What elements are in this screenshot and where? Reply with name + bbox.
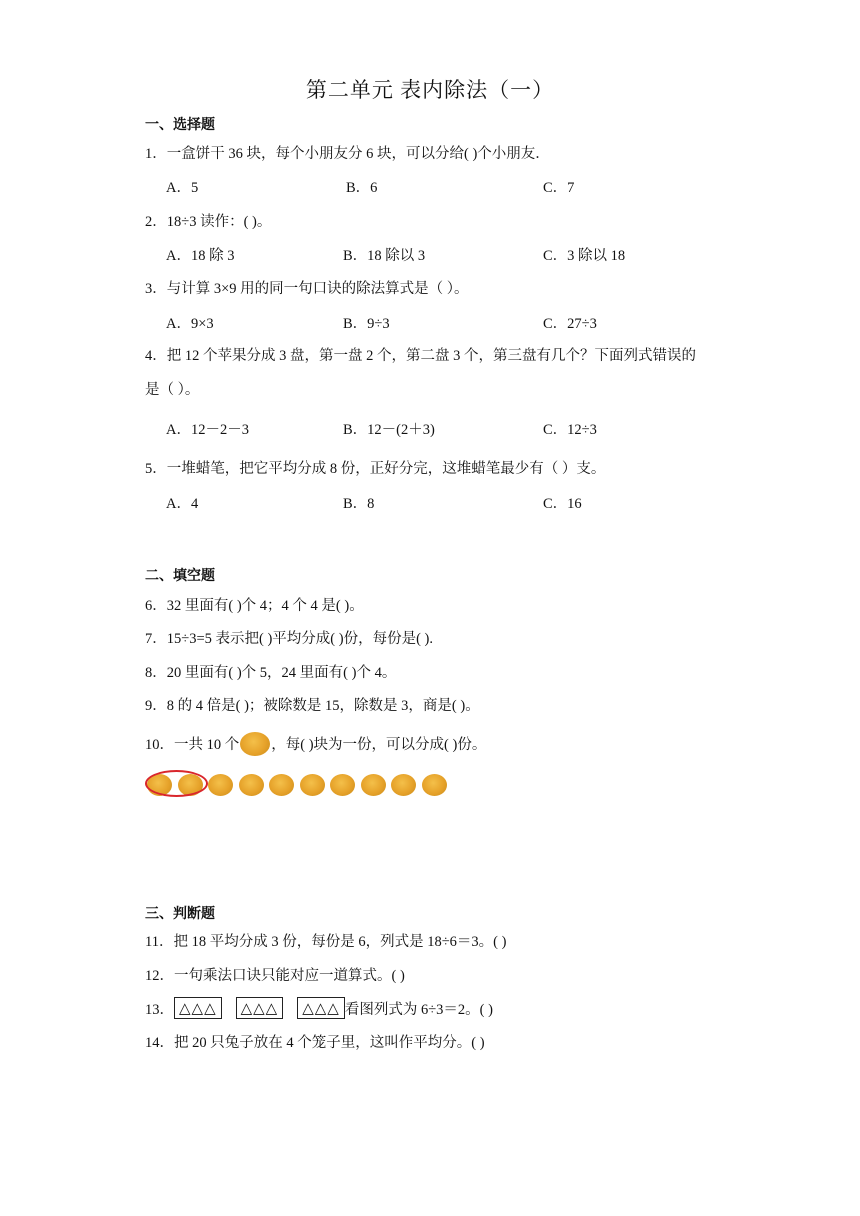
question-10: [145, 733, 486, 758]
biscuit-icon: [391, 774, 416, 796]
option-c[interactable]: C．12÷3: [543, 422, 597, 438]
question-4-line-1: 4．把 12 个苹果分成 3 盘，第一盘 2 个，第二盘 3 个，第三盘有几个？下面列式错误的: [145, 348, 696, 364]
question-3: 3．与计算 3×9 用的同一句口诀的除法算式是（ ）。: [145, 281, 469, 297]
triangle-group: △△△: [297, 997, 345, 1019]
group-circle: [145, 770, 208, 797]
option-b[interactable]: B．6: [346, 180, 378, 196]
question-4-line-2: 是（ ）。: [145, 382, 200, 398]
option-b[interactable]: B．8: [343, 496, 375, 512]
option-c[interactable]: C．7: [543, 180, 575, 196]
triangle-group: △△△: [174, 997, 222, 1019]
option-b[interactable]: B．9÷3: [343, 316, 390, 332]
question-11: 11．把 18 平均分成 3 份，每份是 6，列式是 18÷6＝3。( ): [145, 934, 507, 950]
option-b[interactable]: B．12－(2＋3): [343, 422, 435, 438]
biscuit-icon: [239, 774, 264, 796]
question-13-prefix: 13．: [145, 1002, 174, 1018]
biscuit-icon: [208, 774, 233, 796]
option-a[interactable]: A．12－2－3: [166, 422, 249, 438]
biscuit-icon: [269, 774, 294, 796]
option-c[interactable]: C．27÷3: [543, 316, 597, 332]
question-14: 14．把 20 只兔子放在 4 个笼子里，这叫作平均分。( ): [145, 1035, 485, 1051]
option-a[interactable]: A．4: [166, 496, 199, 512]
option-c[interactable]: C．16: [543, 496, 582, 512]
question-13: [145, 998, 493, 1020]
question-10-suffix: ，每( )块为一份，可以分成( )份。: [271, 737, 487, 753]
option-c[interactable]: C．3 除以 18: [543, 248, 626, 264]
section-heading-true-false: 三、判断题: [145, 906, 215, 922]
biscuit-icon: [300, 774, 325, 796]
option-b[interactable]: B．18 除以 3: [343, 248, 426, 264]
option-a[interactable]: A．5: [166, 180, 199, 196]
section-heading-choice: 一、选择题: [145, 117, 215, 133]
question-7: 7．15÷3=5 表示把( )平均分成( )份，每份是( ).: [145, 631, 433, 647]
question-8: 8．20 里面有( )个 5，24 里面有( )个 4。: [145, 665, 397, 681]
question-6: 6．32 里面有( )个 4；4 个 4 是( )。: [145, 598, 364, 614]
section-heading-fill-in: 二、填空题: [145, 568, 215, 584]
question-1: 1．一盒饼干 36 块，每个小朋友分 6 块，可以分给( )个小朋友．: [145, 146, 550, 162]
biscuit-icon: [361, 774, 386, 796]
question-10-prefix: 10．一共 10 个: [145, 737, 240, 753]
question-2: 2．18÷3 读作：( )。: [145, 214, 272, 230]
triangle-group: △△△: [236, 997, 284, 1019]
option-a[interactable]: A．9×3: [166, 316, 214, 332]
question-12: 12．一句乘法口诀只能对应一道算式。( ): [145, 968, 405, 984]
biscuit-icon: [240, 732, 270, 756]
question-5: 5．一堆蜡笔，把它平均分成 8 份，正好分完，这堆蜡笔最少有（ ）支。: [145, 461, 606, 477]
option-a[interactable]: A．18 除 3: [166, 248, 235, 264]
question-13-suffix: 看图列式为 6÷3＝2。( ): [344, 1002, 493, 1018]
page-title: 第二单元 表内除法（一）: [305, 78, 555, 102]
biscuit-icon: [422, 774, 447, 796]
biscuit-icon: [330, 774, 355, 796]
question-9: 9．8 的 4 倍是( )；被除数是 15，除数是 3，商是( )。: [145, 698, 480, 714]
